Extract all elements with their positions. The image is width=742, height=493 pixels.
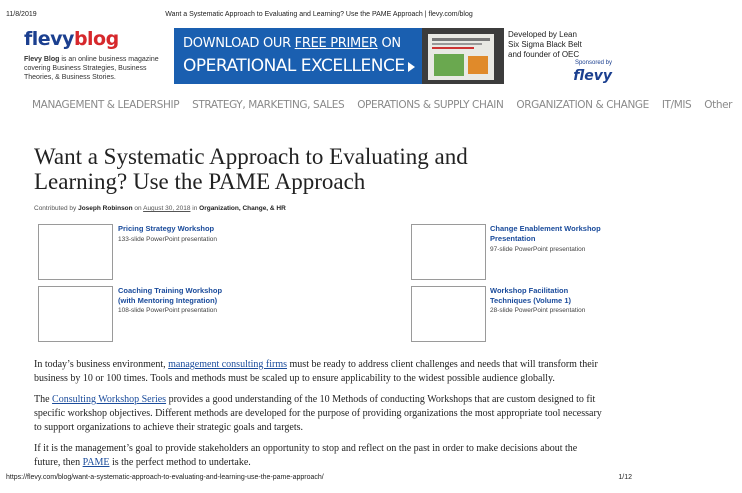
product-title[interactable]: Coaching Training Workshop (with Mentoring Integration): [118, 286, 223, 305]
body-paragraph: [34, 393, 604, 435]
category-link[interactable]: Organization, Change, & HR: [199, 205, 286, 212]
print-url: https://flevy.com/blog/want-a-systematic-approach-to-evaluating-and-learning-use-the-pame-approach/: [6, 474, 324, 481]
logo-main-text: flevy: [24, 28, 74, 50]
document-page: [428, 34, 494, 80]
publish-date: August 30, 2018: [143, 205, 191, 212]
category-nav: [32, 99, 742, 111]
banner-line-1-post: ON: [377, 36, 401, 51]
body-paragraph: [34, 442, 604, 470]
nav-item-organization-change[interactable]: ORGANIZATION & CHANGE: [516, 99, 649, 111]
product-title[interactable]: Workshop Facilitation Techniques (Volume 1): [490, 286, 571, 305]
paragraph-text: is the perfect method to undertake.: [109, 457, 251, 468]
banner-free-primer-text: FREE PRIMER: [294, 36, 378, 51]
nav-item-operations-supply-chain[interactable]: OPERATIONS & SUPPLY CHAIN: [357, 99, 504, 111]
play-arrow-icon: [408, 62, 415, 72]
product-thumbnail[interactable]: [411, 224, 486, 280]
nav-item-it-mis[interactable]: IT/MIS: [661, 99, 692, 111]
consulting-workshop-series-link[interactable]: Consulting Workshop Series: [52, 394, 167, 405]
developer-credit: Developed by Lean Six Sigma Black Belt and founder of OEC: [508, 30, 582, 59]
product-description: 108-slide PowerPoint presentation: [118, 307, 218, 314]
paragraph-text: The: [34, 394, 53, 405]
flevy-blog-logo[interactable]: [24, 28, 119, 50]
nav-item-other[interactable]: Other: [704, 99, 733, 111]
management-consulting-firms-link[interactable]: management consulting firms: [168, 359, 288, 370]
product-thumbnail[interactable]: [411, 286, 486, 342]
primer-document-thumbnail: [422, 28, 504, 84]
product-description: 28-slide PowerPoint presentation: [490, 307, 586, 314]
tagline-text: is an online business magazine covering Business Strategies, Business Theories, & Business Stories.: [24, 56, 159, 81]
nav-item-management-leadership[interactable]: MANAGEMENT & LEADERSHIP: [32, 99, 180, 111]
paragraph-text: If it is the management’s goal to provide stakeholders an opportunity to stop and reflect on the past in order to make decisions about the future, then: [34, 443, 578, 468]
print-date: 11/8/2019: [6, 11, 37, 18]
paragraph-text: provides a good understanding of the 10 Methods of conducting Workshops that are custom designed to fit specific workshop objectives. Different methods are developed for the purpose of providing organizations the most appropriate tool necessary to support organizations to achieve their strategic goals and targets.: [34, 394, 602, 433]
print-page-number: 1/12: [618, 474, 632, 481]
product-description: 133-slide PowerPoint presentation: [118, 236, 218, 243]
product-title[interactable]: Change Enablement Workshop Presentation: [490, 224, 601, 243]
nav-item-strategy-marketing-sales[interactable]: STRATEGY, MARKETING, SALES: [192, 99, 345, 111]
body-paragraph: [34, 358, 604, 386]
product-description: 97-slide PowerPoint presentation: [490, 246, 586, 253]
product-thumbnail[interactable]: [38, 286, 113, 342]
paragraph-text: must be ready to address client challenges and needs that will transform their business by 10 or 100 times. Tools and methods must be scaled up to ensure applicability to the widest possible audience globally.: [34, 359, 598, 384]
site-tagline: [24, 55, 164, 82]
banner-headline-panel: [174, 28, 422, 84]
flevy-sponsor-logo: flevy: [573, 68, 612, 84]
byline-on: on: [132, 205, 144, 212]
logo-accent-text: blog: [73, 28, 119, 50]
banner-line-1-pre: DOWNLOAD OUR: [183, 36, 295, 51]
banner-info-panel: [504, 28, 616, 84]
banner-line-2: OPERATIONAL EXCELLENCE: [183, 56, 405, 76]
author-link[interactable]: Joseph Robinson: [78, 205, 133, 212]
product-thumbnail[interactable]: [38, 224, 113, 280]
article-title: Want a Systematic Approach to Evaluating and Learning? Use the PAME Approach: [34, 144, 468, 194]
byline-in: in: [190, 205, 200, 212]
paragraph-text: In today’s business environment,: [34, 359, 169, 370]
product-title[interactable]: Pricing Strategy Workshop: [118, 224, 215, 233]
sponsored-label: Sponsored by: [574, 60, 612, 66]
byline-prefix: Contributed by: [34, 205, 79, 212]
banner-line-1: [183, 36, 401, 51]
tagline-brand: Flevy Blog: [24, 56, 60, 63]
print-page-title: Want a Systematic Approach to Evaluating and Learning? Use the PAME Approach | flevy.com/blog: [165, 11, 473, 18]
pame-link[interactable]: PAME: [82, 457, 110, 468]
article-byline: [34, 205, 286, 212]
primer-banner-ad[interactable]: [174, 28, 616, 84]
